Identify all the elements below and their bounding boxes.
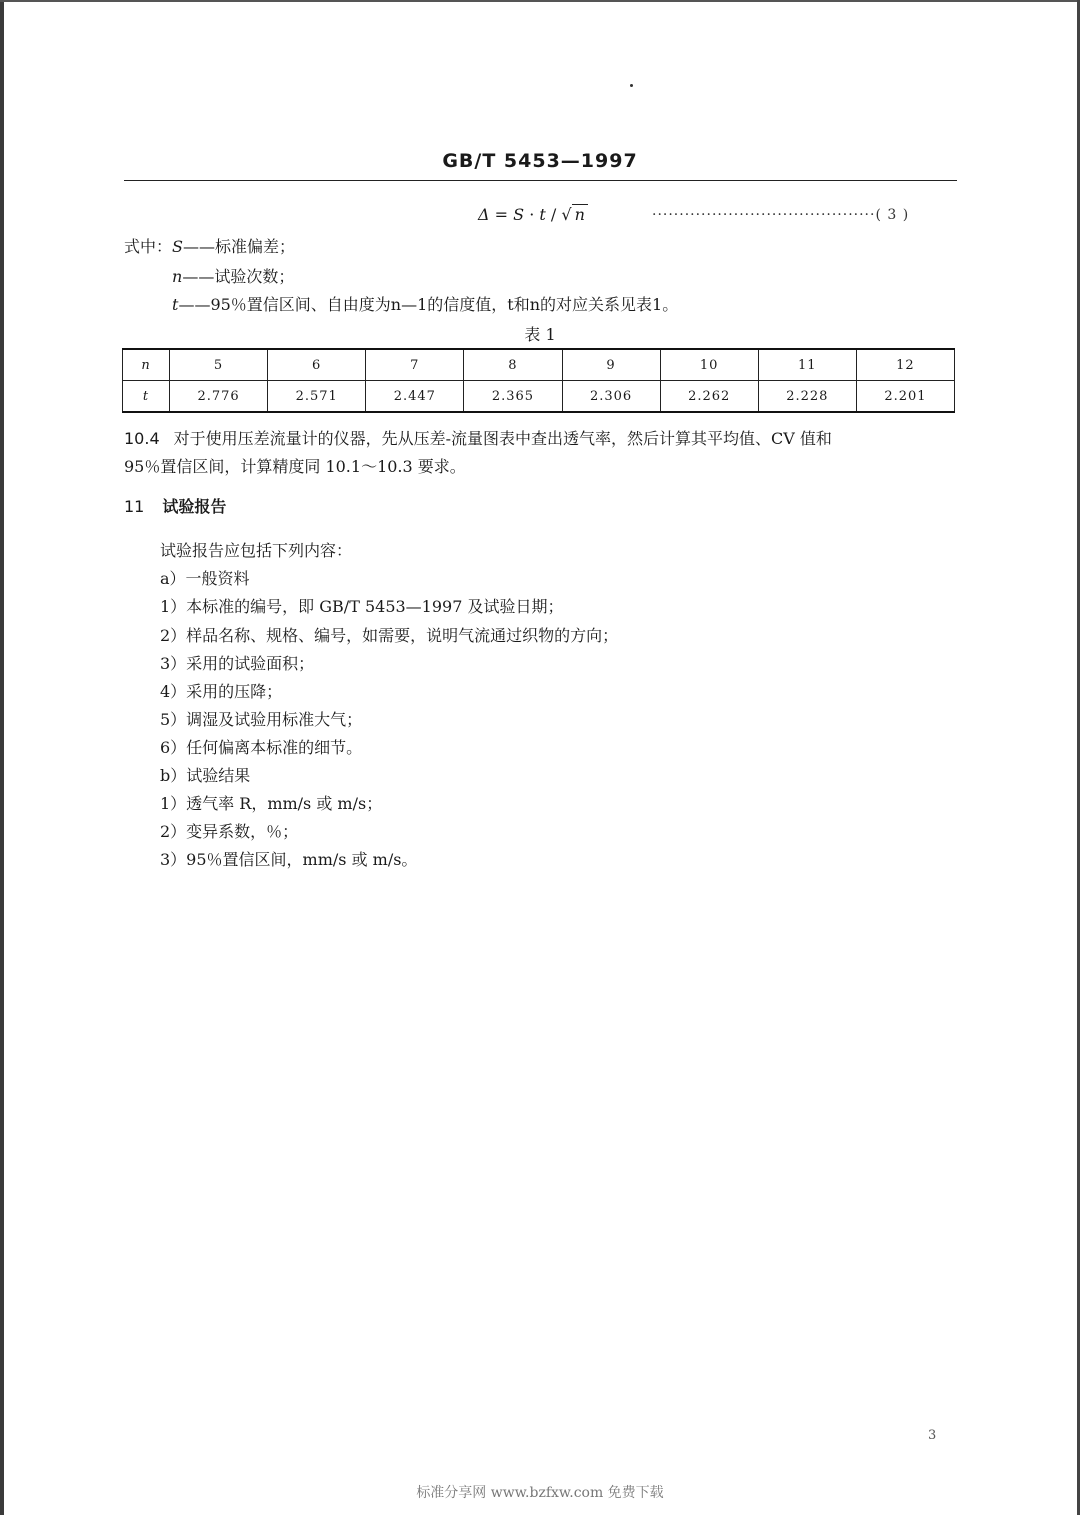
table-cell: 2.571	[268, 381, 366, 413]
table-cell: 8	[464, 349, 562, 381]
list-item: 2）样品名称、规格、编号，如需要，说明气流通过织物的方向；	[160, 626, 619, 645]
section-11-title: 11 试验报告	[124, 497, 227, 516]
definition-n: n——试验次数；	[172, 267, 295, 286]
footer-watermark: 标准分享网 www.bzfxw.com 免费下载	[416, 1485, 664, 1501]
table-cell: 2.365	[464, 381, 562, 413]
list-item: 1）透气率 R，mm/s 或 m/s；	[160, 794, 383, 813]
section-number: 11	[124, 497, 145, 516]
table-header-n: n	[123, 349, 170, 381]
list-item: a）一般资料	[160, 569, 250, 588]
table-cell: 2.201	[856, 381, 954, 413]
table-cell: 2.228	[758, 381, 856, 413]
sqrt-symbol: √	[561, 205, 572, 224]
formula-leader: ·········································( 3 )	[652, 207, 910, 223]
definition-s: 式中：S——标准偏差；	[124, 237, 295, 256]
list-item: 5）调湿及试验用标准大气；	[160, 710, 363, 729]
scan-edge-top	[0, 0, 1080, 2]
formula-number: ( 3 )	[875, 207, 910, 223]
list-item: 2）变异系数，％；	[160, 822, 299, 841]
table-row-n	[123, 349, 955, 381]
formula-t: t	[539, 205, 546, 224]
table-cell: 9	[562, 349, 660, 381]
table-cell: 2.262	[660, 381, 758, 413]
clause-number: 10.4	[124, 429, 160, 448]
list-item: b）试验结果	[160, 766, 251, 785]
page-number: 3	[928, 1428, 937, 1443]
table-cell: 5	[170, 349, 268, 381]
page-header: GB/T 5453—1997	[442, 150, 638, 172]
table-header-t: t	[123, 381, 170, 413]
formula-s: S	[513, 205, 525, 224]
definition-t: t——95％置信区间、自由度为n—1的信度值，t和n的对应关系见表1。	[172, 295, 679, 314]
table-cell: 12	[856, 349, 954, 381]
table-cell: 6	[268, 349, 366, 381]
formula-3: Δ = S · t / √ n	[478, 205, 588, 224]
list-item: 3）采用的试验面积；	[160, 654, 315, 673]
header-rule	[124, 180, 957, 181]
list-item: 1）本标准的编号，即 GB/T 5453—1997 及试验日期；	[160, 597, 564, 616]
report-intro: 试验报告应包括下列内容：	[160, 541, 353, 560]
table-cell: 2.306	[562, 381, 660, 413]
clause-10-4-line1: 10.4 对于使用压差流量计的仪器，先从压差-流量图表中查出透气率，然后计算其平均值、CV 值和	[124, 429, 832, 448]
clause-10-4-line2: 95％置信区间，计算精度同 10.1～10.3 要求。	[124, 457, 466, 476]
table-cell: 2.776	[170, 381, 268, 413]
table-title: 表 1	[524, 325, 556, 344]
list-item: 6）任何偏离本标准的细节。	[160, 738, 363, 757]
scan-speck	[630, 84, 633, 87]
formula-n: n	[572, 204, 588, 224]
table-cell: 11	[758, 349, 856, 381]
table-row-t	[123, 381, 955, 413]
t-value-table	[122, 348, 955, 413]
scan-edge-left	[0, 0, 4, 1515]
formula-lhs: Δ	[478, 205, 490, 224]
table-cell: 2.447	[366, 381, 464, 413]
list-item: 3）95％置信区间，mm/s 或 m/s。	[160, 850, 418, 869]
table-cell: 10	[660, 349, 758, 381]
list-item: 4）采用的压降；	[160, 682, 283, 701]
table-cell: 7	[366, 349, 464, 381]
